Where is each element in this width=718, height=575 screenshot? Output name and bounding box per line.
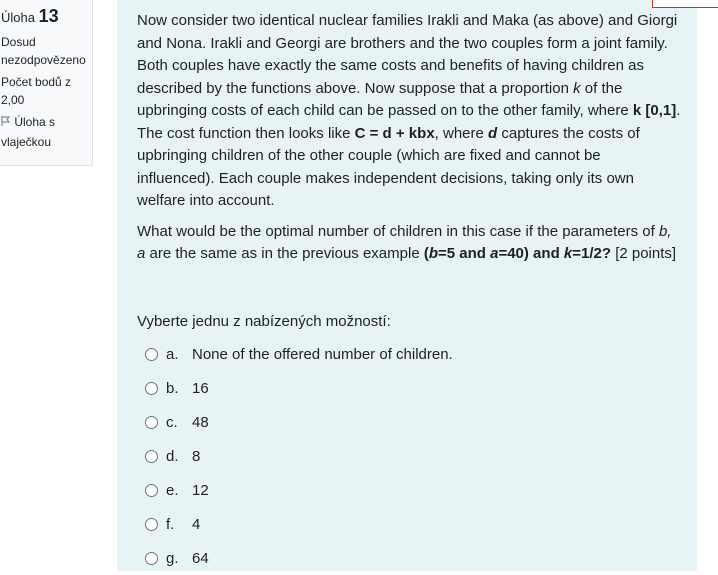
radio-button[interactable]: [145, 382, 158, 395]
radio-button[interactable]: [145, 416, 158, 429]
top-box-fragment: [652, 0, 718, 8]
flag-icon[interactable]: [1, 115, 11, 133]
flag-label-line-1[interactable]: Úloha s: [14, 115, 56, 129]
question-label: Úloha: [1, 10, 35, 25]
question-text: [137, 10, 682, 274]
question-paragraph-2: What would be the optimal number of children in this case if the parameters of b, a are the same as in the previous example (b=5 and a=40) and k=1/2? [2 points]: [137, 222, 677, 262]
answer-prompt: Vyberte jednu z nabízených možností:: [137, 313, 391, 330]
radio-button[interactable]: [145, 518, 158, 531]
points-value: 2,00: [1, 93, 25, 107]
flag-question-toggle[interactable]: [1, 113, 92, 151]
radio-button[interactable]: [145, 552, 158, 565]
answer-option-g[interactable]: g. 64: [145, 541, 453, 575]
radio-button[interactable]: [145, 484, 158, 497]
answer-option-d[interactable]: d. 8: [145, 439, 453, 473]
radio-button[interactable]: [145, 450, 158, 463]
answer-option-a[interactable]: a. None of the offered number of children.: [145, 337, 453, 371]
question-number-heading: [1, 5, 92, 29]
answer-option-e[interactable]: e. 12: [145, 473, 453, 507]
question-paragraph-1: Now consider two identical nuclear families Irakli and Maka (as above) and Giorgi and Nona. Irakli and Georgi are brothers and the two couples form a joint family. Both couples have exactly the same costs and benefits of having children as described by the functions above. Now suppose that a proportion k of the upbringing costs of each child can be passed on to the other family, where k [0,1]. The cost function then looks like C = d + kbx, where d captures the costs of upbringing children of the other couple (which are fixed and cannot be influenced). Each couple makes independent decisions, taking only its own welfare into account.: [137, 12, 681, 209]
question-number: 13: [38, 6, 59, 26]
radio-button[interactable]: [145, 348, 158, 361]
status-line-2: nezodpovězeno: [1, 53, 86, 67]
question-grade: [1, 73, 92, 109]
answer-option-f[interactable]: f. 4: [145, 507, 453, 541]
question-status: [1, 33, 92, 69]
question-content-panel: [117, 0, 697, 571]
question-info-panel: [0, 0, 93, 166]
answer-option-b[interactable]: b. 16: [145, 371, 453, 405]
status-line-1: Dosud: [1, 35, 36, 49]
flag-label-line-2[interactable]: vlaječkou: [1, 135, 52, 149]
answer-option-c[interactable]: c. 48: [145, 405, 453, 439]
answer-options: [145, 337, 453, 575]
points-label: Počet bodů z: [1, 75, 72, 89]
